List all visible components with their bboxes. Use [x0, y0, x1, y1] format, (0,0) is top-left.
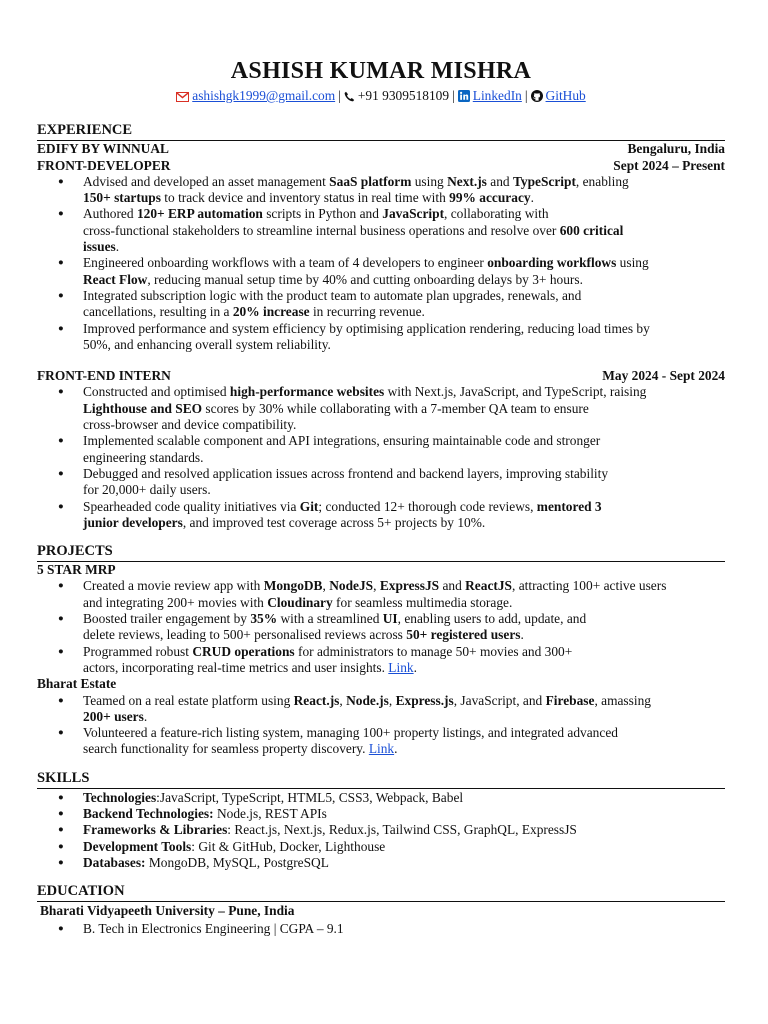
role-bullets: [37, 384, 725, 531]
bullet-item: ● Boosted trailer engagement by 35% with a streamlined UI, enabling users to add, update, and delete reviews, leading to 500+ personalised reviews across 50+ registered users.: [37, 611, 725, 644]
bullet-item: ● Advised and developed an asset management SaaS platform using Next.js and TypeScript, enabling 150+ startups to track device and inventory status in real time with 99% accuracy.: [37, 174, 725, 207]
project-name: Bharat Estate: [37, 676, 117, 692]
contact-line: [37, 88, 725, 106]
bold-text: React Flow: [83, 271, 148, 287]
bold-text: Node.js: [346, 692, 389, 708]
skill-sep: :: [156, 789, 160, 805]
skill-value: Node.js, REST APIs: [216, 805, 327, 821]
role-title: FRONT-DEVELOPER: [37, 157, 171, 173]
github-icon: [531, 90, 543, 106]
bullet-item: ● Teamed on a real estate platform using React.js, Node.js, Express.js, JavaScript, and Firebase, amassing 200+ users.: [37, 693, 725, 726]
section-title-skills: SKILLS: [37, 770, 725, 789]
skill-label: Development Tools: [83, 838, 192, 854]
bold-text: high-performance websites: [229, 384, 385, 400]
skill-value: Git & GitHub, Docker, Lighthouse: [198, 838, 386, 854]
bold-text: 200+ users: [83, 708, 144, 724]
bold-text: 99% accuracy: [449, 190, 531, 206]
linkedin-icon: [458, 90, 470, 106]
bold-text: NodeJS: [329, 578, 374, 594]
linkedin-link[interactable]: LinkedIn: [472, 88, 522, 103]
bold-text: 50+ registered users: [406, 627, 521, 643]
skill-label: Backend Technologies:: [83, 805, 214, 821]
project-bullets: [37, 693, 725, 758]
skill-item: [37, 790, 725, 806]
separator: |: [338, 88, 341, 103]
bold-text: 600 critical: [559, 222, 624, 238]
role-title: FRONT-END INTERN: [37, 368, 171, 384]
bold-text: junior developers: [83, 514, 183, 530]
company-name: EDIFY BY WINNUAL: [37, 141, 169, 157]
bold-text: Git: [299, 498, 319, 514]
bullet-item: ● Engineered onboarding workflows with a team of 4 developers to engineer onboarding workflows using React Flow, reducing manual setup time by 40% and cutting onboarding delays by 3+ hours.: [37, 255, 725, 288]
role-bullets: [37, 174, 725, 353]
section-title-projects: PROJECTS: [37, 543, 725, 562]
bold-text: ExpressJS: [379, 578, 440, 594]
bold-text: UI: [382, 611, 398, 627]
bold-text: onboarding workflows: [487, 255, 617, 271]
separator: |: [452, 88, 455, 103]
skill-value: React.js, Next.js, Redux.js, Tailwind CSS, GraphQL, ExpressJS: [234, 822, 577, 838]
phone-number: +91 9309518109: [357, 88, 450, 103]
mail-icon: [176, 90, 189, 106]
skill-value: JavaScript, TypeScript, HTML5, CSS3, Webpack, Babel: [159, 789, 464, 805]
section-title-education: EDUCATION: [37, 883, 725, 902]
email-link[interactable]: ashishgk1999@gmail.com: [192, 88, 336, 103]
separator: |: [524, 88, 528, 103]
bullet-item: ● Spearheaded code quality initiatives via Git; conducted 12+ thorough code reviews, mentored 3 junior developers, and improved test coverage across 5+ projects by 10%.: [37, 499, 725, 532]
role-dates: Sept 2024 – Present: [613, 157, 725, 173]
skill-value: MongoDB, MySQL, PostgreSQL: [148, 854, 329, 870]
role-row: [37, 368, 725, 384]
project-bullets: [37, 578, 725, 676]
skill-label: Databases:: [83, 854, 146, 870]
bold-text: JavaScript: [382, 206, 445, 222]
skill-item: [37, 839, 725, 855]
bold-text: 150+ startups: [83, 190, 161, 206]
bold-text: SaaS platform: [329, 173, 412, 189]
company-location: Bengaluru, India: [627, 141, 725, 157]
skill-label: Technologies: [83, 789, 157, 805]
bold-text: Express.js: [395, 692, 454, 708]
bold-text: CRUD operations: [192, 643, 295, 659]
bullet-item: ● Volunteered a feature-rich listing system, managing 100+ property listings, and integrated advanced search functionality for seamless property discovery. Link.: [37, 725, 725, 758]
skill-label: Frameworks & Libraries: [83, 822, 228, 838]
bold-text: issues: [83, 239, 116, 255]
education-list: [37, 921, 725, 937]
skill-sep: :: [191, 838, 199, 854]
role-dates: May 2024 - Sept 2024: [602, 368, 725, 384]
skill-item: [37, 806, 725, 822]
skill-item: [37, 822, 725, 838]
bold-text: Lighthouse and SEO: [83, 400, 203, 416]
bold-text: MongoDB: [263, 578, 323, 594]
bold-text: Cloudinary: [267, 594, 333, 610]
skill-item: [37, 855, 725, 871]
bold-text: mentored 3: [536, 498, 602, 514]
section-title-experience: EXPERIENCE: [37, 122, 725, 141]
bullet-item: ● Authored 120+ ERP automation scripts in Python and JavaScript, collaborating with cross-functional stakeholders to streamline internal business operations and resolve over 600 critical issues.: [37, 206, 725, 255]
resume-page: [37, 56, 725, 938]
github-link[interactable]: GitHub: [545, 88, 586, 103]
project-link[interactable]: Link: [368, 741, 395, 757]
bullet-item: ● Constructed and optimised high-performance websites with Next.js, JavaScript, and TypeScript, raising Lighthouse and SEO scores by 30% while collaborating with a 7-member QA team to ensure cross-browser and device compatibility.: [37, 384, 725, 433]
bold-text: 120+ ERP automation: [136, 206, 263, 222]
bullet-item: ● Improved performance and system efficiency by optimising application rendering, reducing load times by 50%, and enhancing overall system reliability.: [37, 321, 725, 354]
project-link[interactable]: Link: [388, 659, 414, 675]
role-row: [37, 158, 725, 174]
candidate-name: ASHISH KUMAR MISHRA: [230, 58, 532, 84]
bullet-item: ● Programmed robust CRUD operations for administrators to manage 50+ movies and 300+ actors, incorporating real-time metrics and user insights. Link.: [37, 644, 725, 677]
degree-item: ● B. Tech in Electronics Engineering | CGPA – 9.1: [37, 921, 725, 937]
bold-text: React.js: [293, 692, 340, 708]
bold-text: TypeScript: [512, 173, 576, 189]
bullet-item: ● Integrated subscription logic with the product team to automate plan upgrades, renewals, and cancellations, resulting in a 20% increase in recurring revenue.: [37, 288, 725, 321]
bold-text: Next.js: [447, 173, 487, 189]
bold-text: 20% increase: [232, 304, 310, 320]
bold-text: ReactJS: [465, 578, 512, 594]
skill-sep: :: [227, 822, 235, 838]
skills-list: [37, 790, 725, 871]
bold-text: 35%: [250, 611, 278, 627]
bullet-item: ● Debugged and resolved application issues across frontend and backend layers, improving stability for 20,000+ daily users.: [37, 466, 725, 499]
project-name: 5 STAR MRP: [37, 562, 116, 578]
phone-icon: [344, 90, 355, 106]
school-name: Bharati Vidyapeeth University – Pune, India: [40, 903, 295, 919]
bold-text: Firebase: [545, 692, 595, 708]
bullet-item: ● Created a movie review app with MongoDB, NodeJS, ExpressJS and ReactJS, attracting 100+ active users and integrating 200+ movies with Cloudinary for seamless multimedia storage.: [37, 578, 725, 611]
bullet-item: ● Implemented scalable component and API integrations, ensuring maintainable code and stronger engineering standards.: [37, 433, 725, 466]
company-row: [37, 141, 725, 157]
